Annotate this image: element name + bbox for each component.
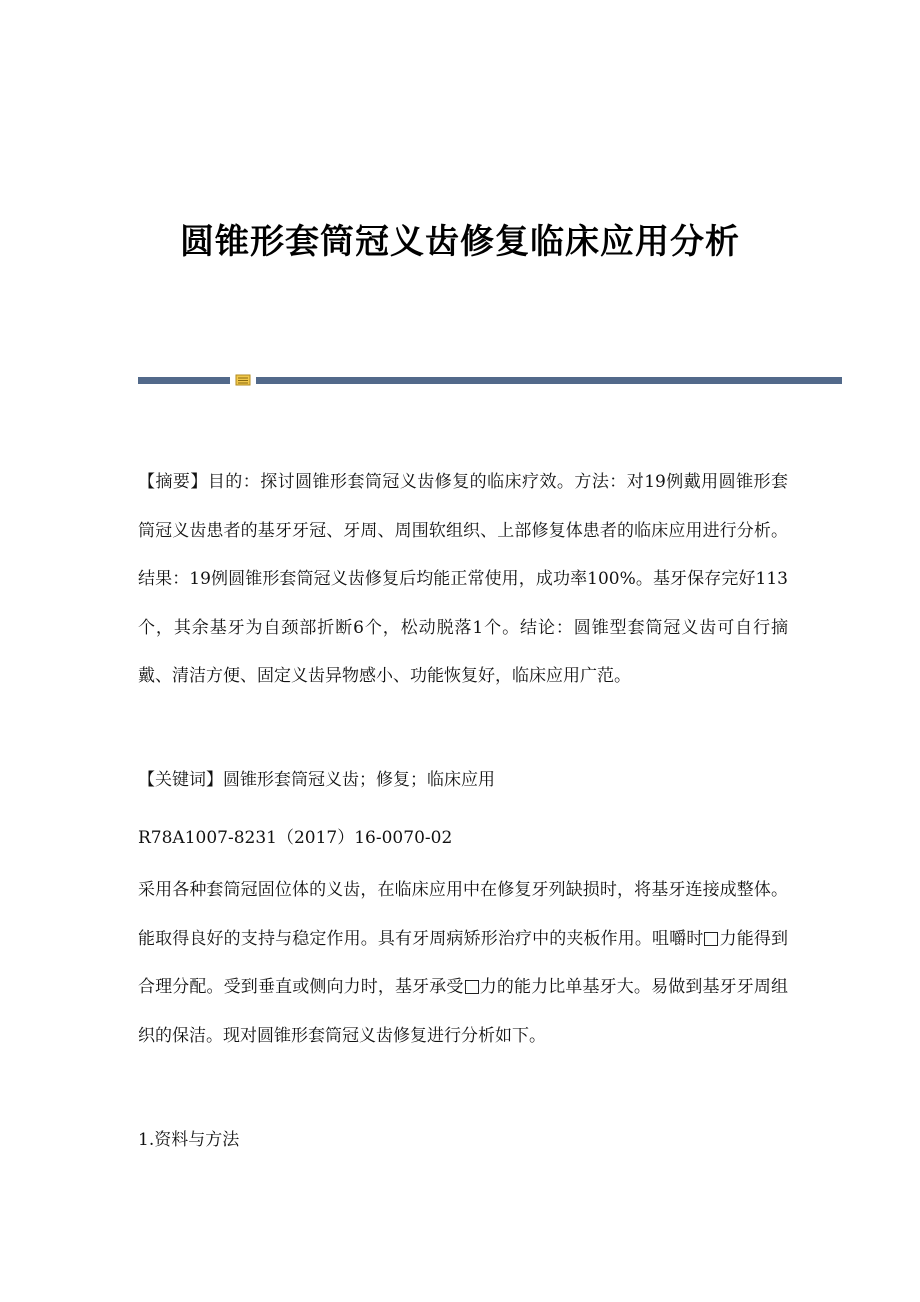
intro-text-1: 采用各种套筒冠固位体的义齿，在临床应用中在修复牙列缺损时，将基牙连接成整体。能取得良好的支持与稳定作用。具有牙周病矫形治疗中的夹板作用。咀嚼时 (138, 880, 788, 949)
page-title: 圆锥形套筒冠义齿修复临床应用分析 (180, 222, 740, 262)
intro-paragraph (138, 866, 788, 1060)
intro-text-3: 力的能力比单基牙大。易做到基牙牙周组织的保洁。现对圆锥形套筒冠义齿修复进行分析如下。 (138, 977, 789, 1046)
keywords-text: 圆锥形套筒冠义齿；修复；临床应用 (223, 770, 495, 790)
classification-number: R78A1007-8231（2017）16-0070-02 (138, 828, 453, 848)
abstract-paragraph (138, 458, 788, 701)
abstract-label: 【摘要】 (138, 472, 208, 492)
missing-glyph-box (704, 932, 718, 946)
document-mark-icon (235, 374, 251, 386)
intro-text-2: 力能得到合理分配。受到垂直或侧向力时，基牙承受 (138, 928, 789, 997)
keywords-paragraph (138, 756, 788, 805)
abstract-text: 目的：探讨圆锥形套筒冠义齿修复的临床疗效。方法：对19例戴用圆锥形套筒冠义齿患者的基牙牙冠、牙周、周围软组织、上部修复体患者的临床应用进行分析。结果：19例圆锥形套筒冠义齿修复后均能正常使用，成功率100%。基牙保存完好113个，其余基牙为自颈部折断6个，松动脱落1个。结论：圆锥型套筒冠义齿可自行摘戴、清洁方便、固定义齿异物感小、功能恢复好，临床应用广范。 (138, 472, 789, 686)
divider-bar-right (256, 377, 842, 384)
missing-glyph-box (465, 980, 479, 994)
divider-bar-left (138, 377, 230, 384)
title-divider (138, 374, 842, 386)
keywords-label: 【关键词】 (138, 770, 223, 790)
section-heading: 1.资料与方法 (138, 1130, 240, 1150)
